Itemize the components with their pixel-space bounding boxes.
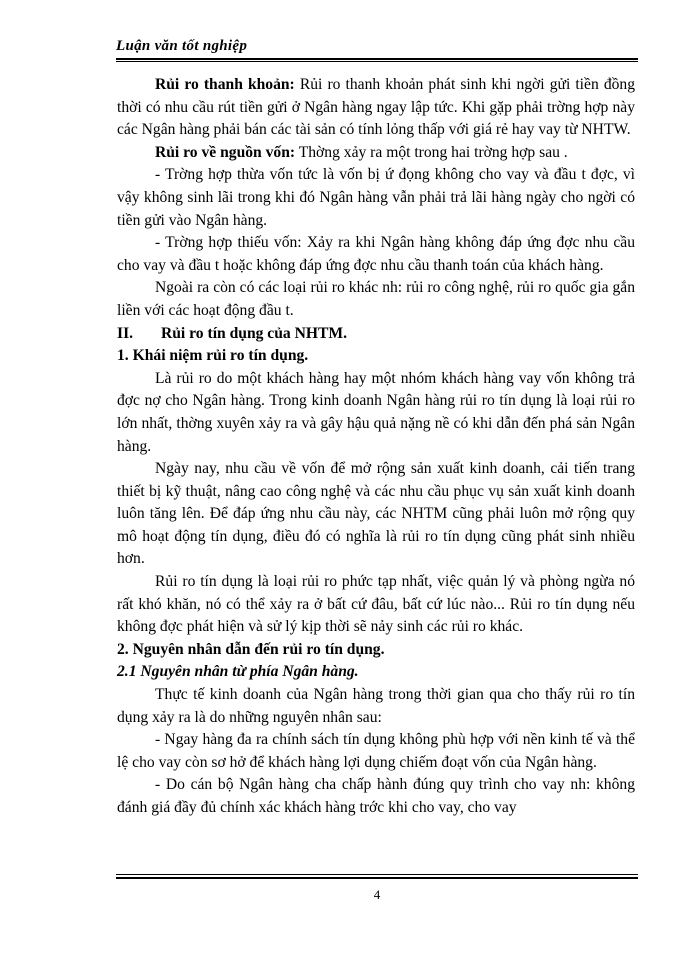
subsection-heading-2: 2. Nguyên nhân dẫn đến rủi ro tín dụng. — [117, 640, 385, 658]
paragraph-text: - Trờng hợp thừa vốn tức là vốn bị ứ đọng không cho vay và đầu t đợc, vì vậy không sinh lãi trong khi đó Ngân hàng vẫn phải trả lãi hàng ngày cho ngời có tiền gửi vào Ngân hàng. — [117, 166, 635, 229]
paragraph-causes-intro: Thực tế kinh doanh của Ngân hàng trong thời gian qua cho thấy rủi ro tín dụng xảy ra là do những nguyên nhân sau: — [117, 686, 635, 726]
paragraph-text: Ngoài ra còn có các loại rủi ro khác nh: rủi ro công nghệ, rủi ro quốc gia gắn liền với các hoạt động đầu t. — [117, 279, 635, 319]
header-rule-thin — [116, 61, 638, 62]
paragraph-credit-risk-definition: Là rủi ro do một khách hàng hay một nhóm khách hàng vay vốn không trả đợc nợ cho Ngân hàng. Trong kinh doanh Ngân hàng rủi ro tín dụng là loại rủi ro lớn nhất, thờng xuyên xảy ra và gây hậu quả nặng nề có khi dẫn đến phá sản Ngân hàng. — [117, 369, 635, 455]
paragraph-capital-demand: Ngày nay, nhu cầu về vốn để mở rộng sản xuất kinh doanh, cải tiến trang thiết bị kỹ thuật, nâng cao công nghệ và các nhu cầu phục vụ sản xuất kinh doanh luôn tăng lên. Để đáp ứng nhu cầu này, các NHTM cũng phải luôn mở rộng quy mô hoạt động tín dụng, điều đó có nghĩa là rủi ro tín dụng cũng phát sinh nhiều hơn. — [117, 460, 635, 568]
paragraph-capital-surplus — [117, 164, 635, 232]
paragraph-capital-risk — [117, 142, 635, 165]
page-footer — [116, 874, 638, 903]
section-heading-ii — [117, 323, 635, 346]
paragraph-lead: Rủi ro thanh khoản: — [155, 76, 295, 93]
section-numeral: II. — [117, 324, 134, 342]
header-title: Luận văn tốt nghiệp — [116, 38, 248, 54]
paragraph-text: Thờng xảy ra một trong hai trờng hợp sau . — [295, 143, 568, 161]
paragraph-cause-policy: - Ngay hàng đa ra chính sách tín dụng không phù hợp với nền kinh tế và thể lệ cho vay còn sơ hở để khách hàng lợi dụng chiếm đoạt vốn của Ngân hàng. — [117, 731, 635, 771]
header-rule — [116, 58, 638, 60]
paragraph-credit-risk-complexity: Rủi ro tín dụng là loại rủi ro phức tạp nhất, việc quản lý và phòng ngừa nó rất khó khăn, nó có thể xảy ra ở bất cứ đâu, bất cứ lúc nào... Rủi ro tín dụng nếu không đợc phát hiện và sử lý kịp thời sẽ nảy sinh các rủi ro khác. — [117, 573, 635, 636]
paragraph-lead: Rủi ro về nguồn vốn: — [155, 143, 296, 161]
paragraph-text: Rủi ro thanh khoản phát sinh khi ngời gửi tiền đồng thời có nhu cầu rút tiền gửi ở Ngân hàng ngay lập tức. Khi gặp phải trờng hợp này các Ngân hàng phải bán các tài sản có tính lỏng thấp với giá rẻ hay vay từ NHTW. — [117, 76, 636, 139]
footer-rule-thin — [116, 874, 638, 875]
paragraph-liquidity-risk — [117, 74, 635, 142]
section-title: Rủi ro tín dụng của NHTM. — [161, 324, 348, 342]
paragraph-text: - Trờng hợp thiếu vốn: Xảy ra khi Ngân hàng không đáp ứng đợc nhu cầu cho vay và đầu t hoặc không đáp ứng đợc nhu cầu thanh toán của khách hàng. — [117, 234, 635, 274]
subsection-heading-2-1: 2.1 Nguyên nhân từ phía Ngân hàng. — [117, 663, 359, 681]
page-number: 4 — [373, 887, 381, 902]
paragraph-capital-shortage — [117, 232, 635, 277]
page-header — [116, 38, 638, 55]
subsection-heading-1: 1. Khái niệm rủi ro tín dụng. — [117, 347, 309, 365]
paragraph-other-risks — [117, 277, 635, 322]
paragraph-cause-staff: - Do cán bộ Ngân hàng cha chấp hành đúng quy trình cho vay nh: không đánh giá đầy đủ chính xác khách hàng trớc khi cho vay, cho vay — [117, 776, 635, 816]
document-body — [117, 74, 635, 820]
footer-rule — [116, 877, 638, 879]
